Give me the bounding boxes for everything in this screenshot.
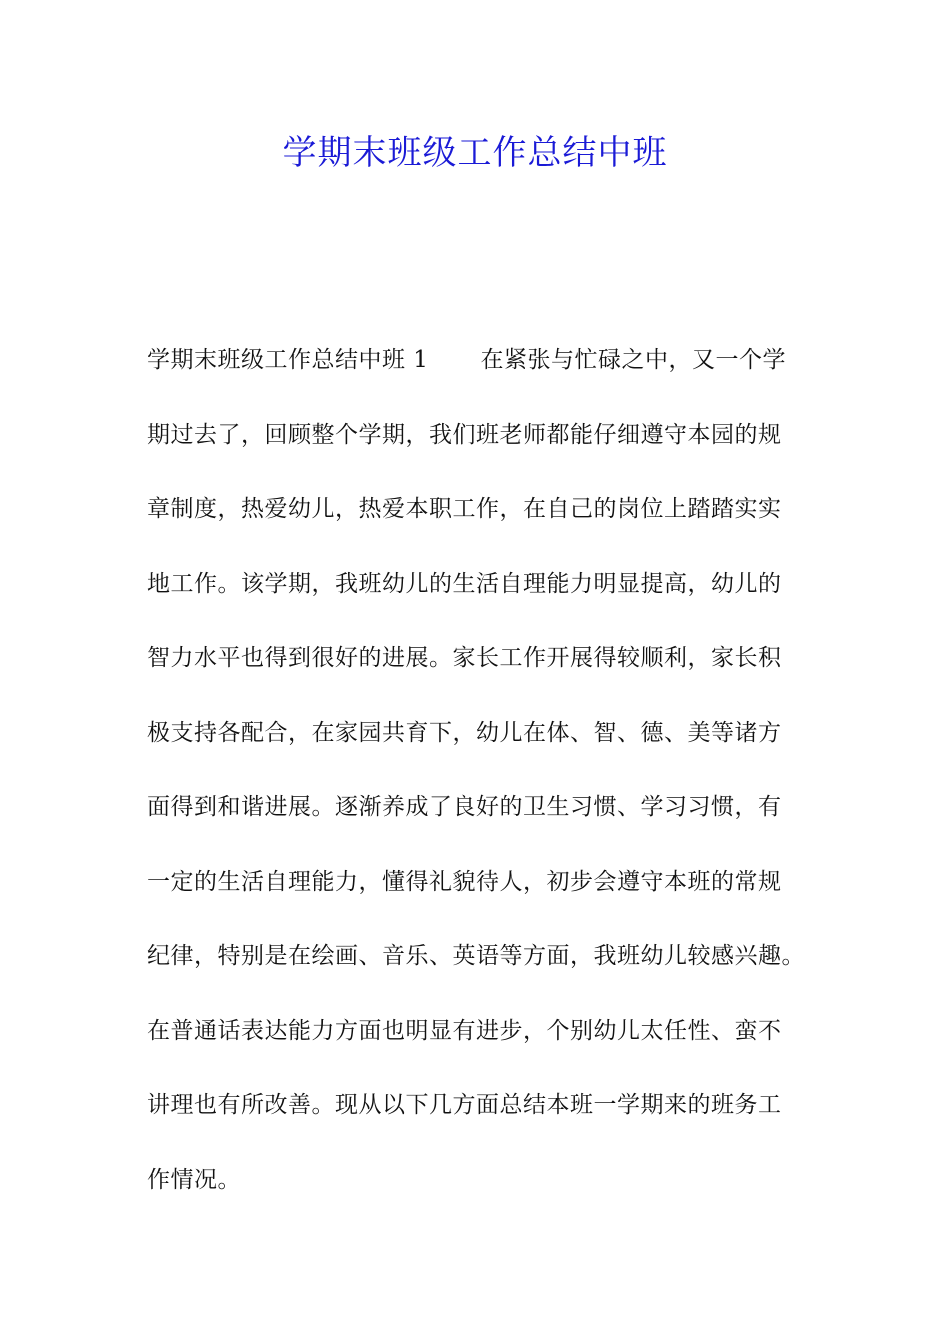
text-line-8: 一定的生活自理能力，懂得礼貌待人，初步会遵守本班的常规 — [147, 868, 782, 895]
text-line-6: 极支持各配合，在家园共育下，幼儿在体、智、德、美等诸方 — [147, 719, 782, 746]
document-title: 学期末班级工作总结中班 — [282, 133, 668, 173]
text-line-1 — [147, 340, 827, 415]
text-line-4: 地工作。该学期，我班幼儿的生活自理能力明显提高，幼儿的 — [147, 570, 782, 597]
text-line-1-content: 在紧张与忙碌之中，又一个学 — [480, 347, 786, 373]
document-body — [147, 340, 827, 1234]
paragraph-heading: 学期末班级工作总结中班 1 — [147, 347, 429, 373]
text-line-5: 智力水平也得到很好的进展。家长工作开展得较顺利，家长积 — [147, 645, 782, 671]
text-line-7: 面得到和谐进展。逐渐养成了良好的卫生习惯、学习习惯，有 — [147, 794, 782, 820]
text-line-12: 作情况。 — [147, 1166, 241, 1193]
text-line-11: 讲理也有所改善。现从以下几方面总结本班一学期来的班务工 — [147, 1092, 782, 1118]
text-line-2: 期过去了，回顾整个学期，我们班老师都能仔细遵守本园的规 — [147, 421, 782, 448]
text-line-9: 纪律，特别是在绘画、音乐、英语等方面，我班幼儿较感兴趣。 — [147, 943, 805, 969]
text-line-10: 在普通话表达能力方面也明显有进步，个别幼儿太任性、蛮不 — [147, 1017, 782, 1044]
text-line-3: 章制度，热爱幼儿，热爱本职工作，在自己的岗位上踏踏实实 — [147, 496, 782, 522]
